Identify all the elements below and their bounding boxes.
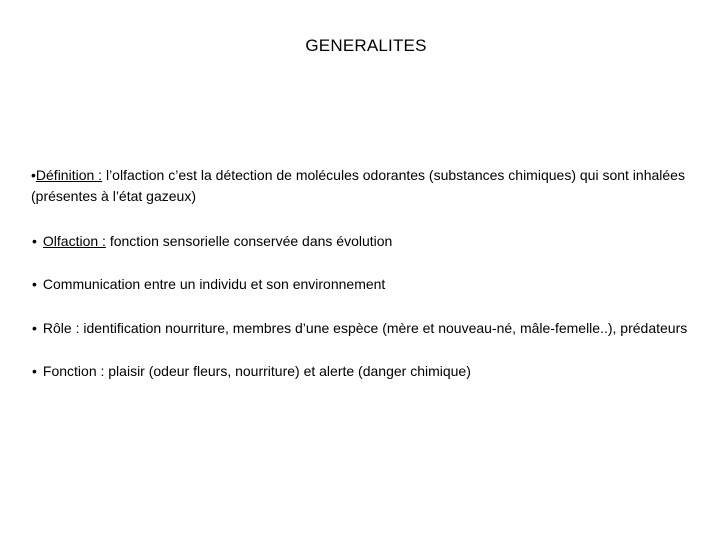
bullet-icon: • <box>32 363 37 379</box>
item-text: fonction sensorielle conservée dans évolution <box>105 233 393 249</box>
term-definition: Définition : <box>35 167 103 183</box>
slide-title: GENERALITES <box>305 36 427 55</box>
term-olfaction: Olfaction : <box>42 233 106 249</box>
bullet-item-definition <box>31 165 711 207</box>
bullet-item-communication <box>31 274 711 295</box>
bullet-icon: • <box>32 320 37 336</box>
bullet-list <box>31 165 711 382</box>
item-text: Rôle : identification nourriture, membres d’une espèce (mère et nouveau-né, mâle-femelle..), prédateurs <box>42 320 688 336</box>
item-text: Fonction : plaisir (odeur fleurs, nourriture) et alerte (danger chimique) <box>42 363 471 379</box>
item-text: l’olfaction c’est la détection de molécules odorantes (substances chimiques) qui sont inhalées (présentes à l’état gazeux) <box>31 167 685 204</box>
item-text: Communication entre un individu et son environnement <box>42 276 386 292</box>
bullet-item-function <box>31 361 711 382</box>
bullet-icon: • <box>32 233 37 249</box>
bullet-icon: • <box>32 276 37 292</box>
bullet-item-role <box>31 318 711 339</box>
bullet-item-olfaction <box>31 231 711 252</box>
bullet-icon: • <box>31 167 36 183</box>
